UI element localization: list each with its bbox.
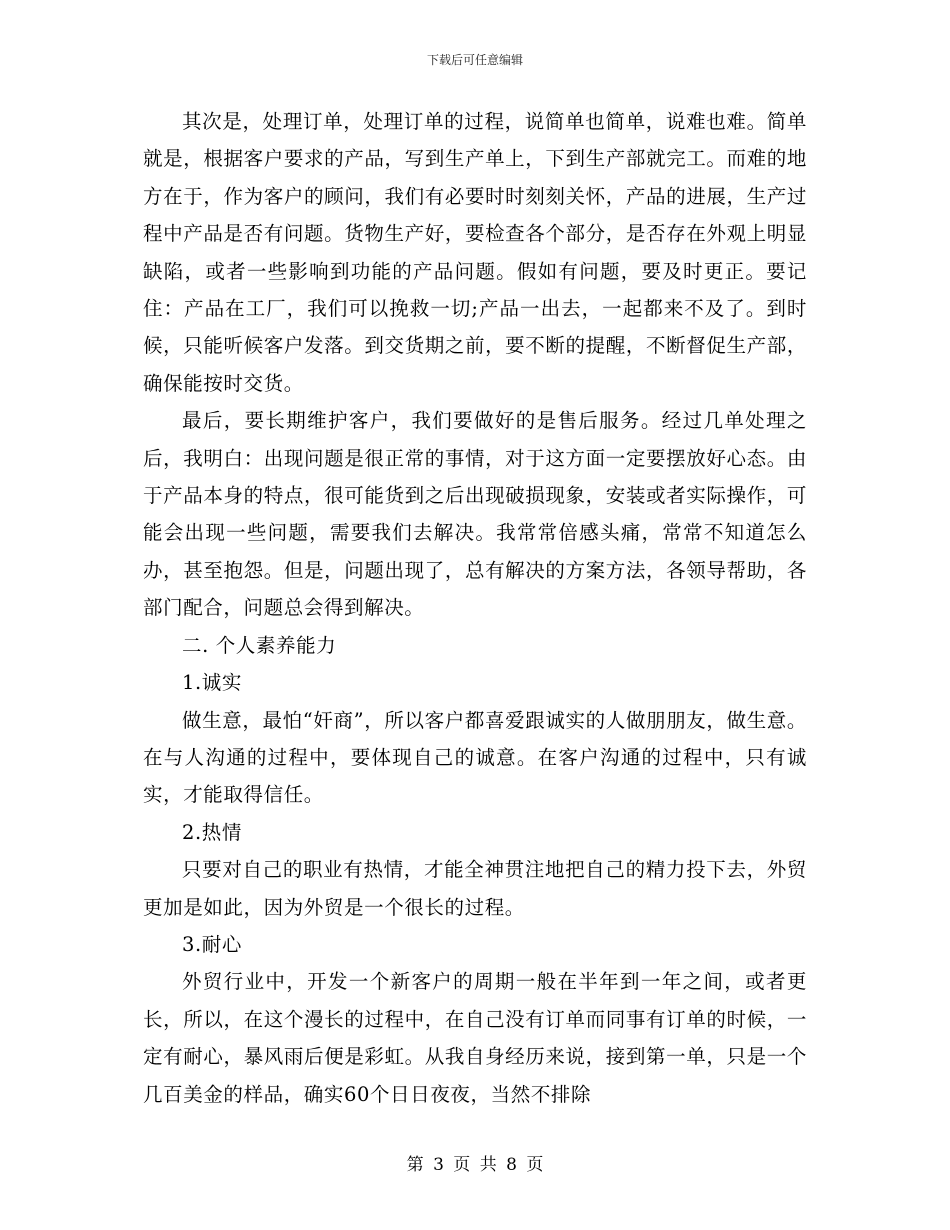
subheading-patience: 3.耐心 — [182, 932, 243, 956]
page-header: 下载后可任意编辑 — [426, 53, 523, 67]
subheading-enthusiasm: 2.热情 — [182, 820, 243, 844]
document-body — [143, 103, 807, 1113]
paragraph-enthusiasm: 只要对自己的职业有热情，才能全神贯注地把自己的精力投下去，外贸更加是如此，因为外贸是一个很长的过程。 — [143, 858, 807, 919]
page-footer: 第 3 页 共 8 页 — [406, 1155, 544, 1175]
paragraph-after-sales: 最后，要长期维护客户，我们要做好的是售后服务。经过几单处理之后，我明白：出现问题是很正常的事情，对于这方面一定要摆放好心态。由于产品本身的特点，很可能货到之后出现破损现象，安装或者实际操作，可能会出现一些问题，需要我们去解决。我常常倍感头痛，常常不知道怎么办，甚至抱怨。但是，问题出现了，总有解决的方案方法，各领导帮助，各部门配合，问题总会得到解决。 — [143, 409, 807, 620]
paragraph-honesty: 做生意，最怕“奸商”，所以客户都喜爱跟诚实的人做朋朋友，做生意。在与人沟通的过程中，要体现自己的诚意。在客户沟通的过程中，只有诚实，才能取得信任。 — [143, 708, 807, 807]
paragraph-order-processing: 其次是，处理订单，处理订单的过程，说简单也简单，说难也难。简单就是，根据客户要求的产品，写到生产单上，下到生产部就完工。而难的地方在于，作为客户的顾问，我们有必要时时刻刻关怀，产品的进展，生产过程中产品是否有问题。货物生产好，要检查各个部分，是否存在外观上明显缺陷，或者一些影响到功能的产品问题。假如有问题，要及时更正。要记住：产品在工厂，我们可以挽救一切;产品一出去，一起都来不及了。到时候，只能听候客户发落。到交货期之前，要不断的提醒，不断督促生产部，确保能按时交货。 — [143, 110, 807, 395]
paragraph-patience: 外贸行业中，开发一个新客户的周期一般在半年到一年之间，或者更长，所以，在这个漫长的过程中，在自己没有订单而同事有订单的时候，一定有耐心，暴风雨后便是彩虹。从我自身经历来说，接到第一单，只是一个几百美金的样品，确实60个日日夜夜，当然不排除 — [143, 970, 807, 1106]
section-heading-personal-quality: 二. 个人素养能力 — [182, 633, 337, 657]
subheading-honesty: 1.诚实 — [182, 671, 243, 695]
